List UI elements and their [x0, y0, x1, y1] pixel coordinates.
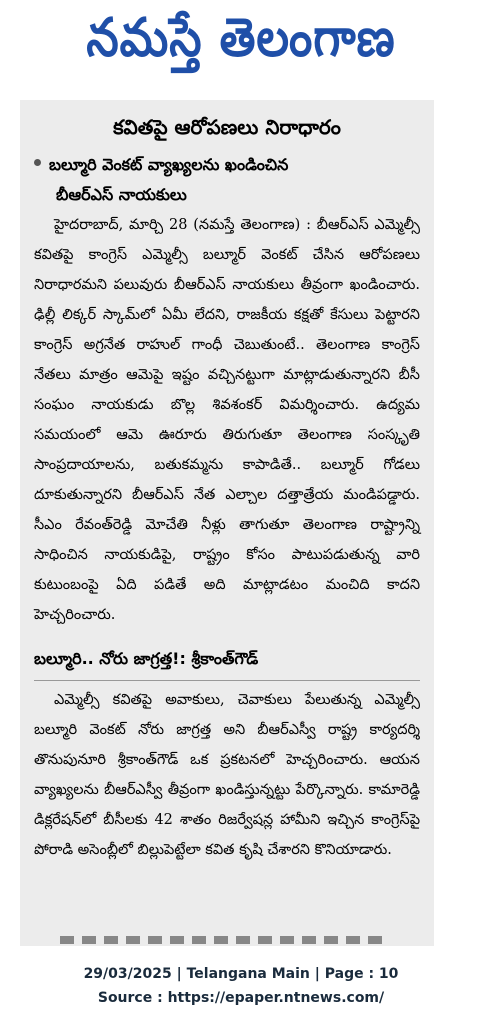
footer-source-link[interactable]: Source : https://epaper.ntnews.com/: [97, 990, 385, 1006]
article-body-paragraph-1: హైదరాబాద్, మార్చి 28 (నమస్తే తెలంగాణ) : బీఆర్ఎస్ ఎమ్మెల్సీ కవితపై కాంగ్రెస్ ఎమ్మెల్సీ బల్మూర్ వెంకట్ చేసిన ఆరోపణలు నిరాధారమని పలువురు బీఆర్ఎస్ నాయకులు తీవ్రంగా ఖండించారు. ఢిల్లీ లిక్కర్ స్కామ్‌లో ఏమీ లేదని, రాజకీయ కక్షతో కేసులు పెట్టారని కాంగ్రెస్ అగ్రనేత రాహుల్ గాంధీ చెబుతుంటే.. తెలంగాణ కాంగ్రెస్ నేతలు మాత్రం ఆమెపై ఇష్టం వచ్చినట్టుగా మాట్లాడుతున్నారని బీసీ సంఘం నాయకుడు బొల్ల శివశంకర్ విమర్శించారు. ఉద్యమ సమయంలో ఆమె ఊరూరు తిరుగుతూ తెలంగాణ సంస్కృతి సాంప్రదాయాలను, బతుకమ్మను కాపాడితే.. బల్మూర్ గోడలు దూకుతున్నారని బీఆర్ఎస్ నేత ఎల్చాల దత్తాత్రేయ మండిపడ్డారు. సీఎం రేవంత్‌రెడ్డి మోచేతి నీళ్లు తాగుతూ తెలంగాణ రాష్ట్రాన్ని సాధించిన నాయకుడిపై, రాష్ట్రం కోసం పాటుపడుతున్న వారి కుటుంబంపై ఏది పడితే అది మాట్లాడటం మంచిది కాదని హెచ్చరించారు.: [34, 217, 420, 623]
section-heading: బల్మూరి.. నోరు జాగ్రత్త!: శ్రీకాంత్‌గౌడ్: [34, 649, 259, 668]
article-subheading: [34, 150, 420, 180]
cut-off-text-line: [60, 936, 390, 944]
subheading-line1: బల్మూరి వెంకట్ వ్యాఖ్యలను ఖండించిన: [49, 155, 289, 174]
article-body-paragraph-2: ఎమ్మెల్సీ కవితపై అవాకులు, చెవాకులు పేలుతున్న ఎమ్మెల్సీ బల్మూరి వెంకట్ నోరు జాగ్రత్త అని బీఆర్ఎస్వీ రాష్ట్ర కార్యదర్శి తొనుపునూరి శ్రీకాంత్‌గౌడ్ ఒక ప్రకటనలో హెచ్చరించారు. ఆయన వ్యాఖ్యలను బీఆర్ఎస్వీ తీవ్రంగా ఖండిస్తున్నట్టు పేర్కొన్నారు. కామారెడ్డి డిక్లరేషన్‌లో బీసీలకు 42 శాతం రిజర్వేషన్ల హామీని ఇచ్చిన కాంగ్రెస్‌పై పోరాడి అసెంబ్లీలో బిల్లుపెట్టేలా కవిత కృషి చేశారని కొనియాడారు.: [34, 692, 420, 858]
footer-date-edition: 29/03/2025 | Telangana Main | Page : 10: [83, 966, 399, 982]
subheading-line2: బీఆర్ఎస్ నాయకులు: [56, 185, 187, 204]
article-clipping: [20, 100, 434, 946]
divider: [34, 680, 420, 681]
bullet-icon: [34, 159, 41, 166]
article-headline: కవితపై ఆరోపణలు నిరాధారం: [113, 115, 341, 139]
newspaper-logo: నమస్తే తెలంగాణ: [86, 6, 396, 69]
masthead: [0, 8, 482, 80]
